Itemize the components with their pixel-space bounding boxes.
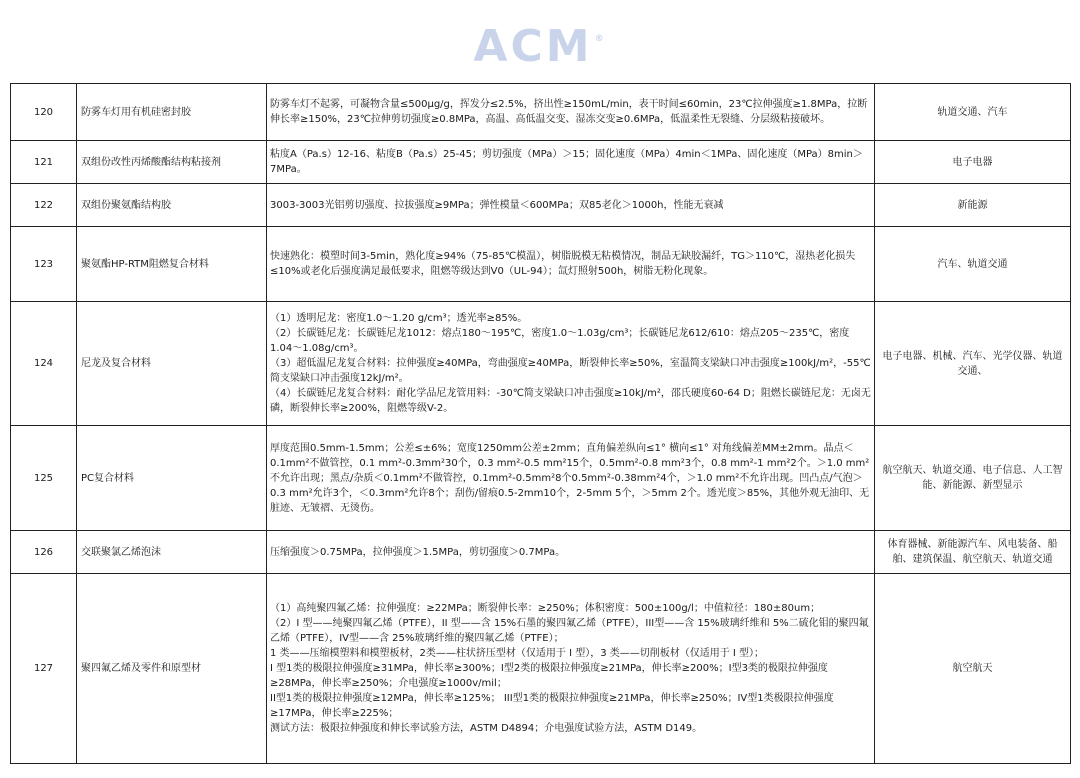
table-row	[11, 302, 1071, 426]
table-body	[11, 84, 1071, 764]
spec-line: 防雾车灯不起雾，可凝物含量≤500μg/g，挥发分≤2.5%，挤出性≥150mL/min，表干时间≤60min，23℃拉伸强度≥1.8MPa，拉断伸长率≥150%，23℃拉伸剪切强度≥0.8MPa，高温、高低温交变、湿冻交变≥0.6MPa，低温柔性无裂缝、分层级粘接破坏。	[270, 99, 868, 125]
spec-line: 3003-3003光铝剪切强度、拉拔强度≥9MPa；弹性模量＜600MPa；双85老化＞1000h，性能无衰减	[270, 199, 724, 211]
materials-table	[10, 83, 1071, 764]
application-field: 体育器械、新能源汽车、风电装备、船舶、建筑保温、航空航天、轨道交通	[875, 531, 1071, 574]
spec-line: （2）长碳链尼龙：长碳链尼龙1012：熔点180～195℃，密度1.0～1.03g/cm³；长碳链尼龙612/610：熔点205～235℃，密度1.04～1.08g/cm³。	[270, 328, 850, 354]
table-row	[11, 227, 1071, 302]
spec-line: 快速熟化：模塑时间3-5min，熟化度≥94%（75-85℃模温），树脂脱模无粘模情况，制品无缺胶漏纤，TG＞110℃，湿热老化损失≤10%或老化后强度满足最低要求，阻燃等级达到V0（UL-94）；氙灯照射500h，树脂无粉化现象。	[270, 251, 856, 277]
row-number: 123	[11, 227, 77, 302]
registered-mark: ®	[594, 34, 607, 44]
specification	[267, 302, 875, 426]
material-name: 防雾车灯用有机硅密封胶	[77, 84, 267, 141]
spec-line: 测试方法：极限拉伸强度和伸长率试验方法，ASTM D4894；介电强度试验方法，ASTM D149。	[270, 723, 703, 734]
specification	[267, 84, 875, 141]
specification	[267, 184, 875, 227]
material-name: 交联聚氯乙烯泡沫	[77, 531, 267, 574]
material-name: 双组份改性丙烯酸酯结构粘接剂	[77, 141, 267, 184]
table-row	[11, 531, 1071, 574]
row-number: 125	[11, 426, 77, 531]
table-row	[11, 574, 1071, 764]
specification	[267, 426, 875, 531]
spec-line: I 型1类的极限拉伸强度≥31MPa，伸长率≥300%；I型2类的极限拉伸强度≥21MPa，伸长率≥200%；I型3类的极限拉伸强度≥28MPa，伸长率≥250%；介电强度≥1000v/mil；	[270, 663, 828, 689]
table-row	[11, 84, 1071, 141]
spec-line: 厚度范围0.5mm-1.5mm；公差≤±6%；宽度1250mm公差±2mm；直角偏差纵向≤1° 横向≤1° 对角线偏差MM±2mm。晶点＜0.1mm²不做管控，0.1 mm²-0.3mm²30个，0.3 mm²-0.5 mm²15个，0.5mm²-0.8 mm²3个，0.8 mm²-1 mm²2个。＞1.0 mm²不允许出现；黑点/杂质＜0.1mm²不做管控，0.1mm²-0.5mm²8个0.5mm²-0.38mm²4个，＞1.0 mm²不允许出现。凹凸点/气泡＞0.3 mm²允许3个，＜0.3mm²允许8个；刮伤/留痕0.5-2mm10个，2-5mm 5个，＞5mm 2个。透光度＞85%，其他外观无油印、无脏迹、无皱褶、无烫伤。	[270, 442, 870, 514]
acm-logo	[0, 22, 1080, 72]
application-field: 汽车、轨道交通	[875, 227, 1071, 302]
spec-line: （4）长碳链尼龙复合材料：耐化学品尼龙管用料：-30℃简支梁缺口冲击强度≥10kJ/m²，邵氏硬度60-64 D；阻燃长碳链尼龙：无卤无磷，断裂伸长率≥200%，阻燃等级V-2。	[270, 388, 871, 414]
material-name: PC复合材料	[77, 426, 267, 531]
spec-line: 压缩强度＞0.75MPa，拉伸强度＞1.5MPa，剪切强度＞0.7MPa。	[270, 546, 566, 558]
spec-line: （3）超低温尼龙复合材料：拉伸强度≥40MPa，弯曲强度≥40MPa，断裂伸长率≥50%，室温简支梁缺口冲击强度≥100kJ/m²，-55℃简支梁缺口冲击强度12kJ/m²。	[270, 358, 871, 384]
row-number: 122	[11, 184, 77, 227]
application-field: 新能源	[875, 184, 1071, 227]
row-number: 124	[11, 302, 77, 426]
row-number: 121	[11, 141, 77, 184]
row-number: 120	[11, 84, 77, 141]
row-number: 127	[11, 574, 77, 764]
spec-line: （1）透明尼龙：密度1.0～1.20 g/cm³；透光率≥85%。	[270, 313, 528, 324]
specification	[267, 227, 875, 302]
material-name: 聚四氟乙烯及零件和原型材	[77, 574, 267, 764]
table-row	[11, 141, 1071, 184]
specification	[267, 574, 875, 764]
row-number: 126	[11, 531, 77, 574]
spec-line: （2）I 型——纯聚四氟乙烯（PTFE），II 型——含 15%石墨的聚四氟乙烯（PTFE），III型——含 15%玻璃纤维和 5%二硫化钼的聚四氟乙烯（PTFE），IV型——含 25%玻璃纤维的聚四氟乙烯（PTFE）；	[270, 618, 869, 644]
spec-line: 1 类——压缩模塑料和模塑板材，2类——柱状挤压型材（仅适用于 I 型），3 类——切削板材（仅适用于 I 型）；	[270, 648, 765, 659]
material-name: 尼龙及复合材料	[77, 302, 267, 426]
table-row	[11, 184, 1071, 227]
application-field: 电子电器	[875, 141, 1071, 184]
logo-text: ACM	[473, 21, 593, 72]
application-field: 航空航天、轨道交通、电子信息、人工智能、新能源、新型显示	[875, 426, 1071, 531]
material-name: 聚氨酯HP-RTM阻燃复合材料	[77, 227, 267, 302]
specification	[267, 141, 875, 184]
application-field: 轨道交通、汽车	[875, 84, 1071, 141]
table-row	[11, 426, 1071, 531]
spec-line: （1）高纯聚四氟乙烯：拉伸强度：≥22MPa；断裂伸长率：≥250%；体积密度：500±100g/l；中值粒径：180±80um；	[270, 603, 821, 614]
material-name: 双组份聚氨酯结构胶	[77, 184, 267, 227]
spec-line: II型1类的极限拉伸强度≥12MPa，伸长率≥125%； III型1类的极限拉伸强度≥21MPa，伸长率≥250%；IV型1类极限拉伸强度≥17MPa，伸长率≥225%；	[270, 693, 834, 719]
spec-line: 粘度A（Pa.s）12-16、粘度B（Pa.s）25-45；剪切强度（MPa）＞15；固化速度（MPa）4min＜1MPa、固化速度（MPa）8min＞7MPa。	[270, 149, 863, 175]
application-field: 电子电器、机械、汽车、光学仪器、轨道交通、	[875, 302, 1071, 426]
specification	[267, 531, 875, 574]
application-field: 航空航天	[875, 574, 1071, 764]
